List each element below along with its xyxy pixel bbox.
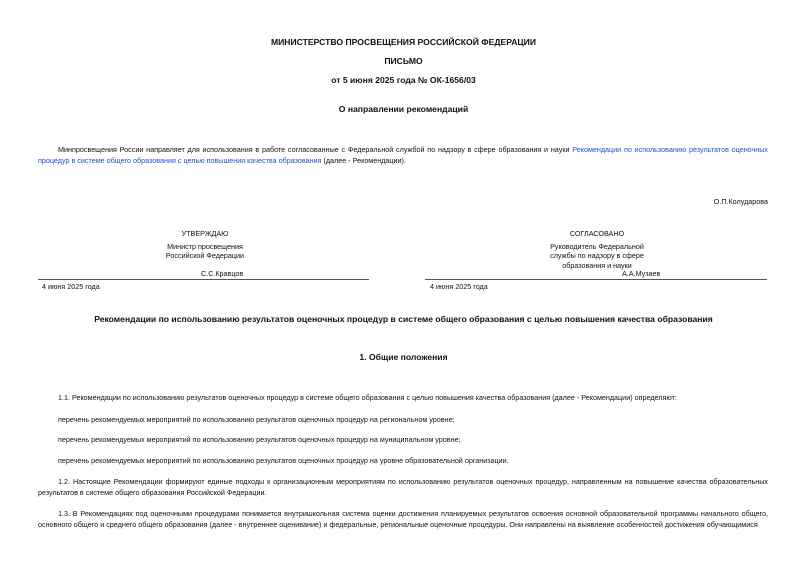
approval-left: [130, 229, 280, 261]
ministry-name: МИНИСТЕРСТВО ПРОСВЕЩЕНИЯ РОССИЙСКОЙ ФЕДЕРАЦИИ: [270, 37, 537, 47]
approval-right-title: СОГЛАСОВАНО: [569, 229, 625, 238]
approval-right-position-1: Руководитель Федеральной: [550, 242, 644, 252]
approval-right-date: 4 июня 2025 года: [430, 282, 488, 291]
list-item-municipal: перечень рекомендуемых мероприятий по использованию результатов оценочных процедур на муниципальном уровне;: [58, 435, 461, 444]
list-item-organization: перечень рекомендуемых мероприятий по использованию результатов оценочных процедур на уровне образовательной организации.: [58, 456, 509, 465]
paragraph-1-1: 1.1. Рекомендации по использованию результатов оценочных процедур в системе общего образования с целью повышения качества образования (далее - Рекомендации) определяют:: [58, 393, 677, 402]
approval-right-signature-line: [425, 279, 767, 280]
intro-text-before: Минпросвещения России направляет для использования в работе согласованные с Федеральной службой по надзору в сфере образования и науки: [58, 145, 570, 154]
document-type: ПИСЬМО: [384, 56, 423, 66]
approval-right-position-3: образования и науки: [562, 260, 632, 270]
approval-right-position-2: службы по надзору в сфере: [550, 251, 644, 261]
document-subject: О направлении рекомендаций: [338, 104, 469, 114]
approval-left-position-2: Российской Федерации: [165, 251, 245, 261]
paragraph-1-3: 1.3. В Рекомендациях под оценочными процедурами понимается внутришкольная система оценки достижения планируемых результатов освоения основной образовательной программы начального общего, основного общего и среднего общего образования (далее - внутреннее оценивание) и федеральные, региональные оценочные процедуры. Они направлены на выявление особенностей достижения обучающимися: [38, 509, 768, 529]
paragraph-1-2: 1.2. Настоящие Рекомендации формируют единые подходы к организационным мероприятиям по использованию результатов оценочных процедур, направленным на повышение качества образовательных результатов в системе общего образования Российской Федерации.: [38, 477, 768, 497]
intro-text-after: (далее - Рекомендации).: [323, 155, 406, 165]
approval-left-date: 4 июня 2025 года: [42, 282, 100, 291]
approval-left-signature-line: [38, 279, 369, 280]
approval-left-position-1: Министр просвещения: [167, 242, 243, 252]
recommendations-title: Рекомендации по использованию результатов оценочных процедур в системе общего образования с целью повышения качества образования: [94, 314, 713, 324]
intro-paragraph: [38, 145, 768, 166]
approval-left-signer: С.С.Кравцов: [201, 269, 244, 278]
approval-right: [522, 229, 672, 270]
approval-right-signer: А.А.Музаев: [622, 269, 661, 278]
document-date-number: от 5 июня 2025 года № ОК-1656/03: [331, 75, 476, 85]
recommendations-link[interactable]: Рекомендации по использованию результатов оценочных процедур в системе общего образования с целью повышения качества образования: [38, 145, 768, 165]
signatory-name: О.П.Колударова: [713, 197, 768, 206]
section-1-title: 1. Общие положения: [359, 352, 448, 362]
approval-left-title: УТВЕРЖДАЮ: [181, 229, 229, 238]
list-item-regional: перечень рекомендуемых мероприятий по использованию результатов оценочных процедур на региональном уровне;: [58, 415, 455, 424]
